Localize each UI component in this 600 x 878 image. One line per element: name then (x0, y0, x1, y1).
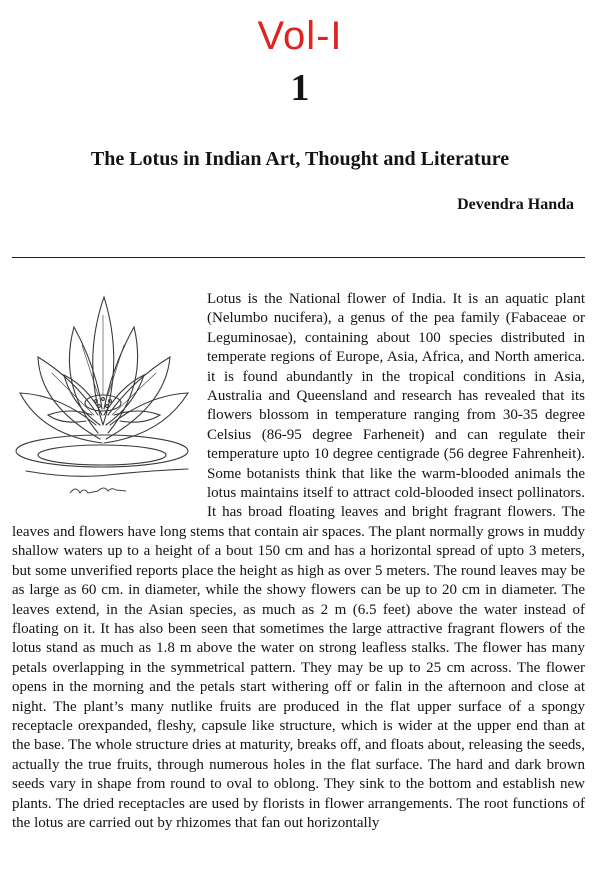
illustration-space (12, 290, 207, 516)
chapter-number: 1 (290, 67, 310, 109)
volume-label: Vol-I (257, 14, 343, 58)
body-paragraph: Lotus is the National flower of India. It is an aquatic plant (Nelumbo nucifera), a genus of the pea family (Fabaceae or Leguminosae), containing about 100 species distributed in temperate regions of Europe, Asia, Africa, and North america. it is found abundantly in the tropical conditions in Asia, Australia and Queensland and research has revealed that its flowers blossom in temperature ranging from 30-35 degree Celsius (86-95 degree Farheneit) and can regulate their temperature upto 10 degree centigrade (56 degree Fahrenheit). Some botanists think that like the warm-blooded animals the lotus maintains itself to attract cold-blooded insect pollinators. It has broad floating leaves and bright fragrant flowers. The leaves and flowers have long stems that contain air spaces. The plant normally grows in muddy shallow waters up to a height of a bout 150 cm and has a horizontal spread of upto 3 meters, but some unverified reports place the height as high as over 5 meters. The round leaves may be as large as 60 cm. in diameter, while the showy flowers can be up to 20 cm in diameter. The leaves extend, in the Asian species, as much as 2 m (6.5 feet) above the water instead of floating on it. It has also been seen that sometimes the large attractive fragrant flowers of the lotus stand as much as 1.8 m above the water on strong leafless stalks. The flower has many petals overlapping in the symmetrical pattern. They may be up to 25 cm across. The flower opens in the morning and the petals start withering off or falin in the afternoon and close at night. The plant’s many nutlike fruits are produced in the flat upper surface of a spongy receptacle orexpanded, fleshy, capsule like structure, which is wider at the upper end than at the base. The whole structure dries at maturity, breaks off, and floats about, releasing the seeds, actually the true fruits, through numerous holes in the flat surface. The hard and dark brown seeds vary in shape from round to oval to oblong. They sink to the bottom and establish new plants. The dried receptacles are used by florists in flower arrangements. The root functions of the lotus are carried out by rhizomes that fan out horizontally (12, 291, 585, 831)
author-name: Devendra Handa (457, 196, 574, 213)
article-body (12, 290, 585, 833)
article-title: The Lotus in Indian Art, Thought and Literature (90, 148, 510, 170)
divider-line (12, 257, 585, 258)
